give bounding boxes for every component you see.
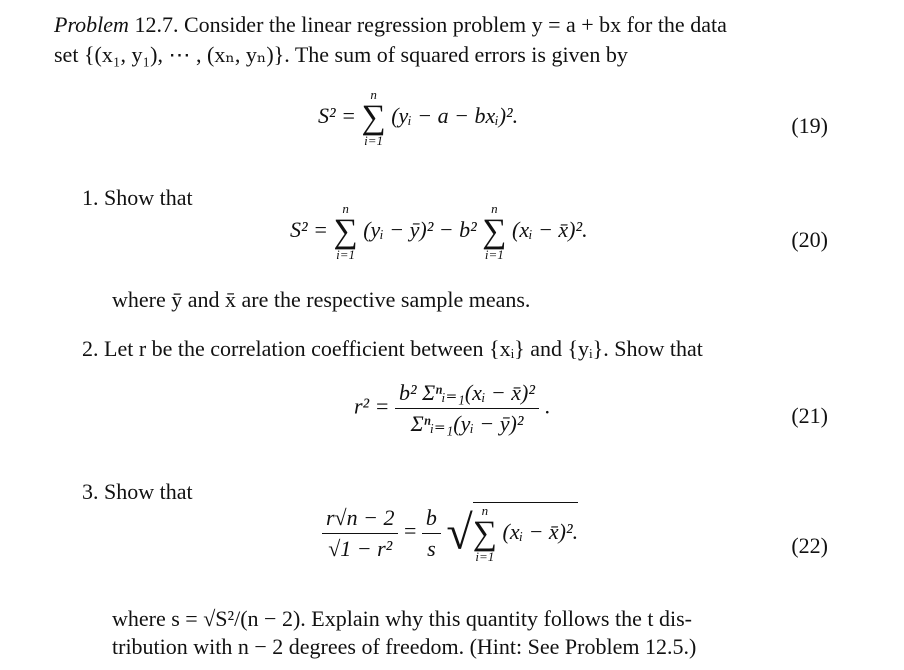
eq22-left-fraction: $\frac{r√n - 2}{\text{√1 − r²}}$ — [322, 505, 398, 562]
eq21-number: (21) — [791, 403, 828, 428]
eq19-number: (19) — [791, 113, 828, 138]
eq20-lhs: S² = — [290, 217, 334, 243]
eq20-sum-1: n ∑ i=1 — [333, 201, 358, 262]
eq22-equals: = — [403, 518, 417, 544]
eq21-denominator: Σⁿᵢ₌₁(yᵢ − ȳ)² — [410, 411, 524, 436]
eq20-body1: (yᵢ − ȳ)² − b² — [363, 217, 477, 243]
eq21-fraction — [395, 380, 539, 437]
eq19-sum: n ∑ i=1 — [361, 87, 386, 148]
eq20-number: (20) — [791, 227, 828, 252]
item-2: 2. Let r be the correlation coefficient between {xᵢ} and {yᵢ}. Show that — [82, 336, 703, 361]
eq19-body: (yᵢ − a − bxᵢ)². — [391, 103, 519, 129]
eq22-number: (22) — [791, 533, 828, 558]
eq20-sum-2: n ∑ i=1 — [482, 201, 507, 262]
eq22-radical: √ n ∑ i=1 (xᵢ − x̄)². — [446, 503, 579, 564]
problem-label: Problem — [54, 12, 129, 37]
item-3: 3. Show that — [82, 479, 193, 504]
problem-intro-line1: Consider the linear regression problem y = a + bx for the data — [183, 12, 727, 37]
eq21-tail: . — [544, 393, 550, 419]
eq21-numerator: b² Σⁿᵢ₌₁(xᵢ − x̄)² — [395, 380, 539, 409]
item-1: 1. Show that — [82, 185, 193, 210]
note-t-distribution-line2: tribution with n − 2 degrees of freedom. (Hint: See Problem 12.5.) — [112, 634, 697, 659]
eq22-sum: n ∑ i=1 — [472, 503, 497, 564]
note-t-distribution-line1: where s = √S²/(n − 2). Explain why this quantity follows the t dis- — [112, 606, 692, 631]
eq21-lhs: r² = — [354, 393, 396, 419]
equation-22 — [322, 502, 578, 564]
problem-intro-line2: set {(x₁, y₁), ⋯ , (xₙ, yₙ)}. The sum of squared errors is given by — [54, 42, 628, 67]
problem-heading-line — [54, 12, 727, 38]
equation-21 — [354, 380, 550, 437]
eq19-lhs: S² = — [318, 103, 362, 129]
eq22-body: (xᵢ − x̄)². — [502, 519, 579, 545]
eq22-mid-fraction: $\frac{b}{s}$ — [422, 505, 441, 562]
equation-20 — [290, 202, 588, 262]
eq20-body2: (xᵢ − x̄)². — [512, 217, 588, 243]
equation-19 — [318, 88, 518, 148]
problem-number: 12.7. — [134, 12, 179, 37]
note-sample-means: where ȳ and x̄ are the respective sample means. — [112, 287, 531, 312]
